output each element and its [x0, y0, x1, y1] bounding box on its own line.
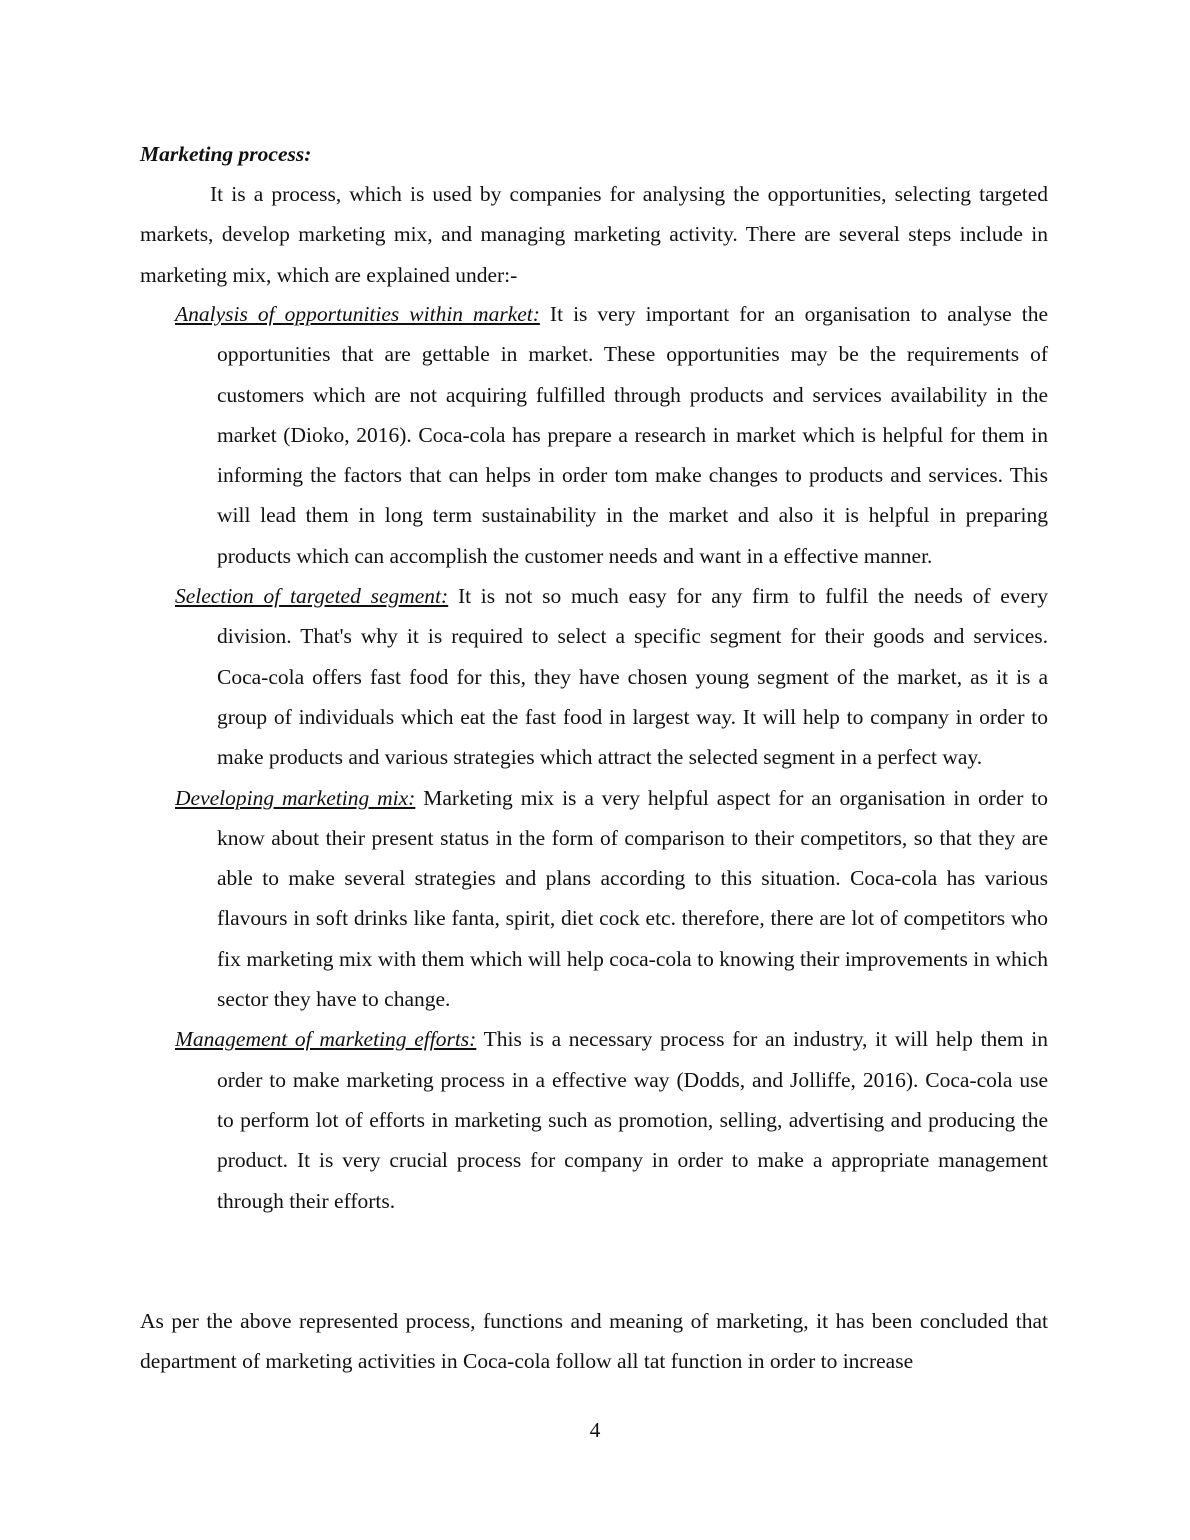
step-text: It is not so much easy for any firm to fulfil the needs of every division. That's why it is required to select a specific segment for their goods and services. Coca-cola offers fast food for this, they have chosen young segment of the market, as it is a group of individuals which eat the fast food in largest way. It will help to company in order to make products and various strategies which attract the selected segment in a perfect way. — [217, 584, 1048, 770]
step-item — [175, 778, 1048, 1020]
step-title: Developing marketing mix: — [175, 785, 416, 810]
step-text: This is a necessary process for an industry, it will help them in order to make marketing process in a effective way (Dodds, and Jolliffe, 2016). Coca-cola use to perform lot of efforts in marketing such as promotion, selling, advertising and producing the product. It is very crucial process for company in order to make a appropriate management through their efforts. — [217, 1027, 1048, 1213]
section-heading: Marketing process: — [140, 142, 312, 166]
intro-paragraph: It is a process, which is used by companies for analysing the opportunities, selecting targeted markets, develop marketing mix, and managing marketing activity. There are several steps include in marketing mix, which are explained under:- — [140, 182, 1048, 287]
step-item — [175, 576, 1048, 777]
conclusion-paragraph: As per the above represented process, functions and meaning of marketing, it has been concluded that department of marketing activities in Coca-cola follow all tat function in order to increase — [140, 1309, 1048, 1374]
step-text: It is very important for an organisation to analyse the opportunities that are gettable in market. These opportunities may be the requirements of customers which are not acquiring fulfilled through products and services availability in the market (Dioko, 2016). Coca-cola has prepare a research in market which is helpful for them in informing the factors that can helps in order tom make changes to products and services. This will lead them in long term sustainability in the market and also it is helpful in preparing products which can accomplish the customer needs and want in a effective manner. — [217, 302, 1048, 568]
step-item — [175, 294, 1048, 576]
step-item — [175, 1019, 1048, 1220]
step-title: Selection of targeted segment: — [175, 584, 449, 609]
step-title: Management of marketing efforts: — [175, 1027, 477, 1052]
steps-list — [175, 294, 1048, 1221]
step-text: Marketing mix is a very helpful aspect for an organisation in order to know about their present status in the form of comparison to their competitors, so that they are able to make several strategies and plans according to this situation. Coca-cola has various flavours in soft drinks like fanta, spirit, diet cock etc. therefore, there are lot of competitors who fix marketing mix with them which will help coca-cola to knowing their improvements in which sector they have to change. — [217, 785, 1048, 1012]
page-number: 4 — [589, 1418, 601, 1442]
step-title: Analysis of opportunities within market: — [175, 302, 540, 326]
